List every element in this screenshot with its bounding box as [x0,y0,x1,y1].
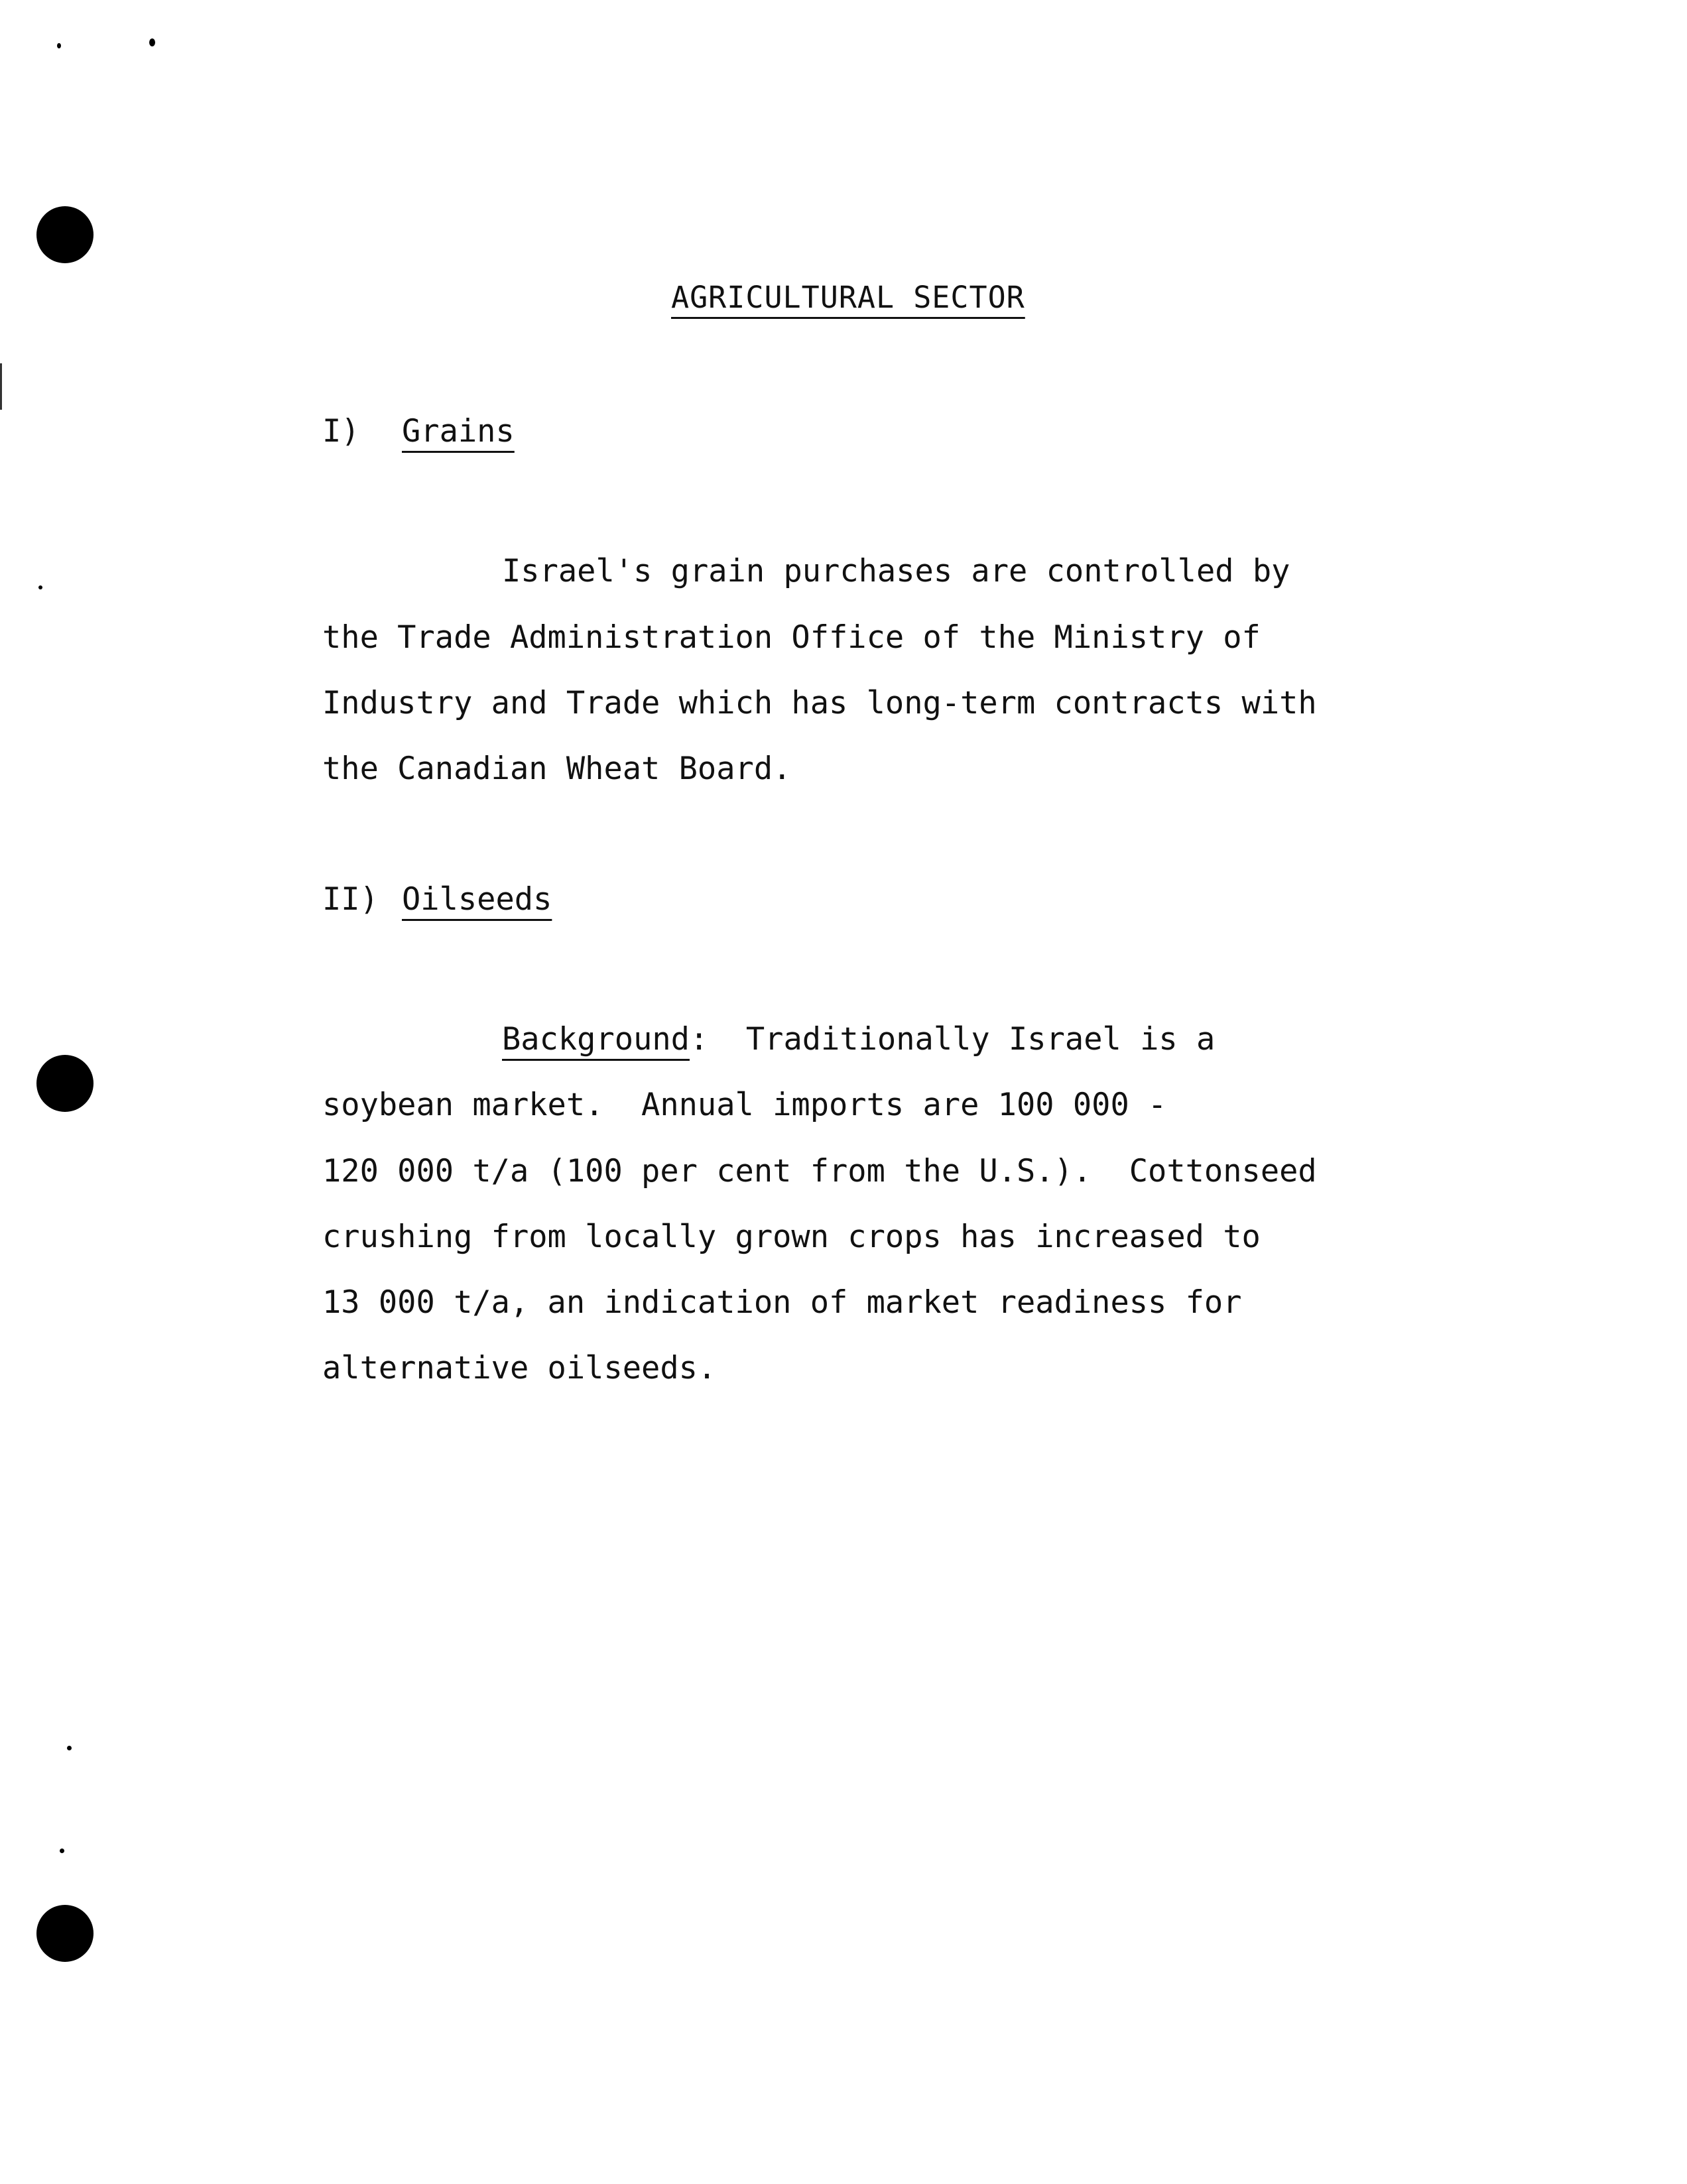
scan-speck [149,38,155,46]
paragraph-lead-line [502,1021,1215,1058]
scan-speck [38,585,42,589]
paragraph-line: Industry and Trade which has long-term contracts with [322,685,1317,721]
paragraph-line: soybean market. Annual imports are 100 000 - [322,1087,1167,1123]
paragraph-line: alternative oilseeds. [322,1350,717,1386]
section-number: II) [322,881,379,918]
punch-hole-middle [36,1055,94,1112]
punch-hole-bottom [36,1905,94,1962]
section-title: Oilseeds [402,881,552,918]
paragraph-line: the Canadian Wheat Board. [322,751,792,787]
scan-speck [60,1849,64,1853]
scan-edge-mark [0,363,2,410]
paragraph-line: 13 000 t/a, an indication of market readiness for [322,1284,1242,1321]
section-heading-oilseeds [322,881,552,918]
page-title: AGRICULTURAL SECTOR [671,280,1025,315]
scan-speck [57,43,61,48]
lead-text: : Traditionally Israel is a [689,1021,1216,1058]
paragraph-line: the Trade Administration Office of the Ministry of [322,619,1261,656]
background-label: Background [502,1021,690,1058]
section-number: I) [322,413,360,450]
section-title: Grains [402,413,515,450]
paragraph-line: crushing from locally grown crops has increased to [322,1219,1261,1255]
paragraph-line: 120 000 t/a (100 per cent from the U.S.). Cottonseed [322,1153,1317,1189]
scan-speck [67,1746,72,1750]
section-heading-grains [322,413,515,450]
paragraph-line: Israel's grain purchases are controlled by [502,553,1290,589]
punch-hole-top [36,206,94,263]
